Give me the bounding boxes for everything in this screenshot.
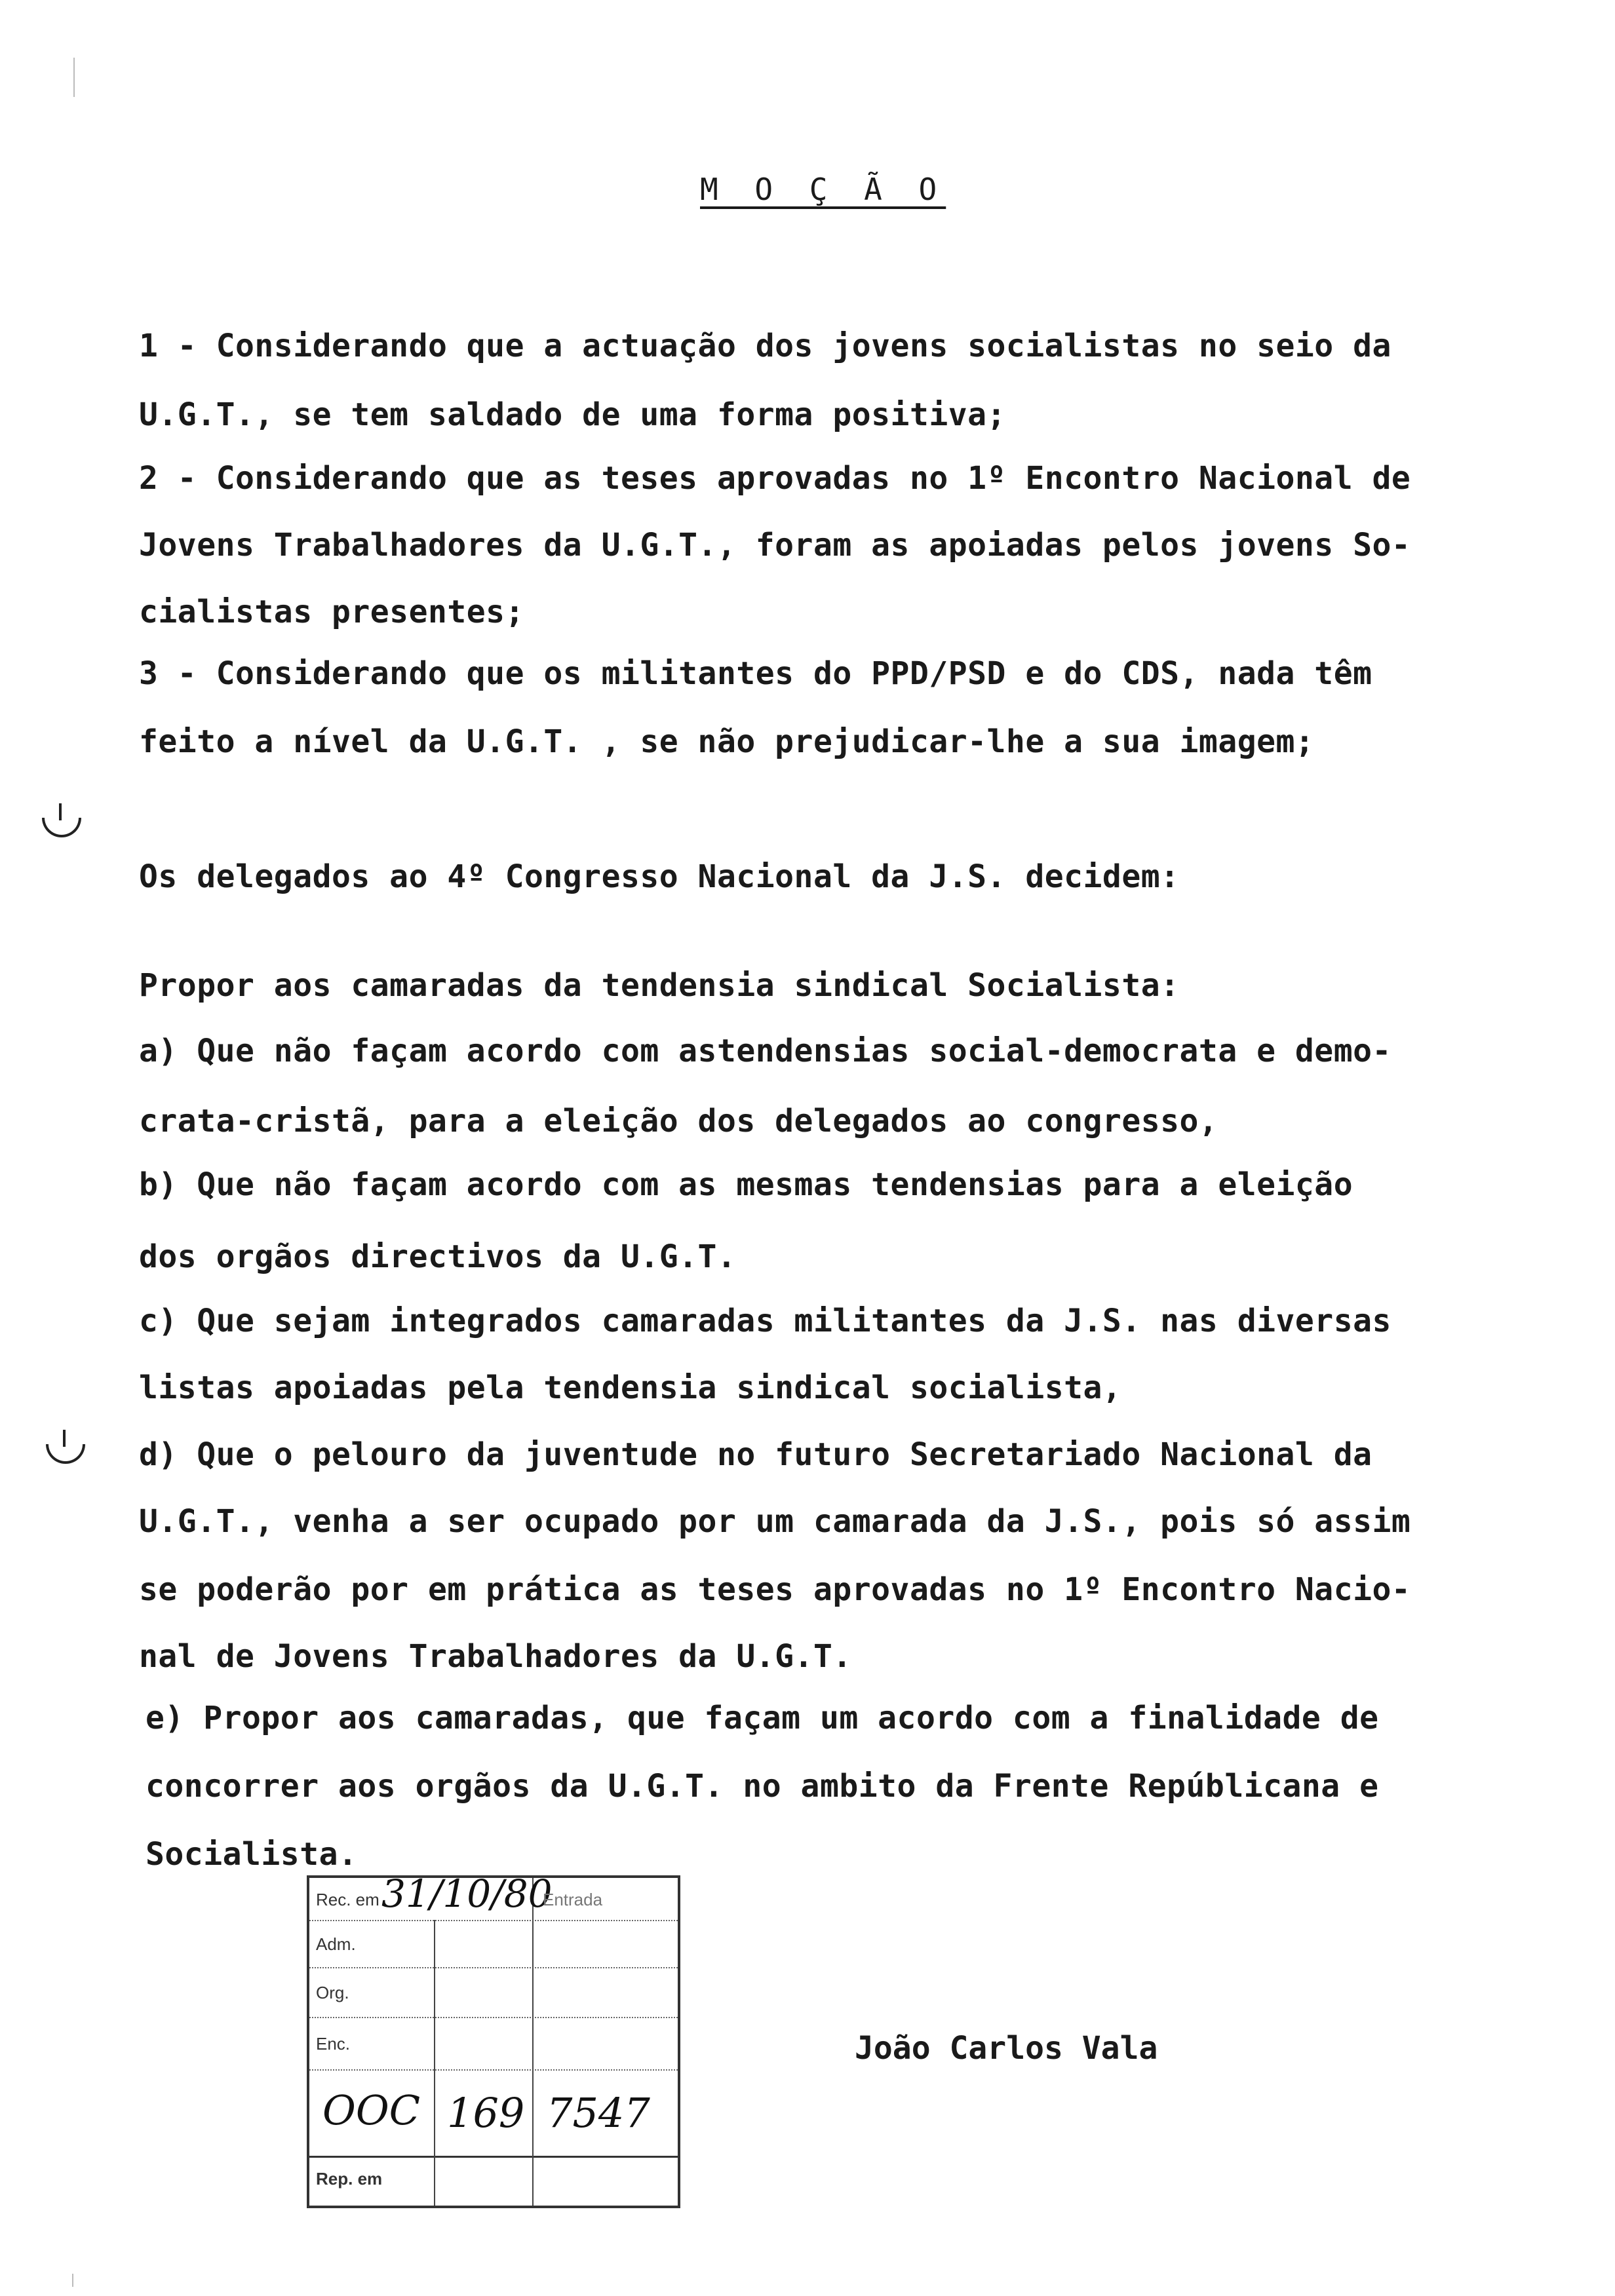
text-line: U.G.T., venha a ser ocupado por um camarada da J.S., pois só assim — [139, 1503, 1411, 1540]
text-line: feito a nível da U.G.T. , se não prejudicar-lhe a sua imagem; — [139, 723, 1315, 760]
stamp-row — [309, 1967, 678, 2018]
stamp-entrada-label: Entrada — [543, 1890, 603, 1909]
text-line: crata-cristã, para a eleição dos delegados ao congresso, — [139, 1103, 1218, 1139]
margin-check-mark — [46, 1444, 85, 1464]
text-line: dos orgãos directivos da U.G.T. — [139, 1238, 737, 1275]
stamp-enc-label: Enc. — [316, 2034, 351, 2054]
text-line: d) Que o pelouro da juventude no futuro Secretariado Nacional da — [139, 1436, 1372, 1473]
text-line: Jovens Trabalhadores da U.G.T., foram as apoiadas pelos jovens So- — [139, 527, 1411, 564]
text-line: U.G.T., se tem saldado de uma forma positiva; — [139, 396, 1006, 433]
stamp-row — [309, 2017, 678, 2071]
stamp-rep-label: Rep. em — [316, 2169, 383, 2189]
text-line: Propor aos camaradas da tendensia sindical Socialista: — [139, 967, 1180, 1004]
scan-edge-mark — [72, 2274, 73, 2287]
stamp-rec-date: 31/10/80 — [381, 1871, 553, 1916]
text-line: Socialista. — [146, 1836, 358, 1873]
stamp-code-1: OOC — [322, 2086, 421, 2134]
registry-stamp — [307, 1871, 680, 2208]
stamp-divider — [532, 1878, 534, 2206]
stamp-org-label: Org. — [316, 1983, 349, 2002]
text-line: Os delegados ao 4º Congresso Nacional da J.S. decidem: — [139, 858, 1180, 895]
margin-check-mark — [42, 818, 81, 837]
stamp-adm-label: Adm. — [316, 1934, 356, 1954]
text-line: concorrer aos orgãos da U.G.T. no ambito da Frente Repúblicana e — [146, 1768, 1379, 1805]
text-line: se poderão por em prática as teses aprovadas no 1º Encontro Nacio- — [139, 1571, 1411, 1608]
text-line: cialistas presentes; — [139, 594, 524, 630]
stamp-row — [309, 1920, 678, 1968]
text-line: listas apoiadas pela tendensia sindical socialista, — [139, 1369, 1122, 1406]
text-line: 1 - Considerando que a actuação dos jovens socialistas no seio da — [139, 328, 1391, 364]
document-title: M O Ç Ã O — [700, 172, 946, 207]
signature-name: João Carlos Vala — [855, 2030, 1158, 2067]
text-line: a) Que não façam acordo com astendensias social-democrata e demo- — [139, 1033, 1391, 1069]
text-line: 2 - Considerando que as teses aprovadas no 1º Encontro Nacional de — [139, 460, 1411, 497]
text-line: c) Que sejam integrados camaradas militantes da J.S. nas diversas — [139, 1303, 1391, 1339]
text-line: e) Propor aos camaradas, que façam um acordo com a finalidade de — [146, 1700, 1379, 1736]
stamp-code-3: 7547 — [547, 2089, 650, 2137]
scan-edge-mark — [73, 58, 75, 97]
stamp-code-2: 169 — [447, 2089, 525, 2137]
text-line: nal de Jovens Trabalhadores da U.G.T. — [139, 1638, 852, 1675]
stamp-rec-label: Rec. em — [316, 1890, 379, 1909]
text-line: 3 - Considerando que os militantes do PPD/PSD e do CDS, nada têm — [139, 655, 1372, 692]
text-line: b) Que não façam acordo com as mesmas tendensias para a eleição — [139, 1166, 1353, 1203]
stamp-divider — [434, 1920, 435, 2206]
